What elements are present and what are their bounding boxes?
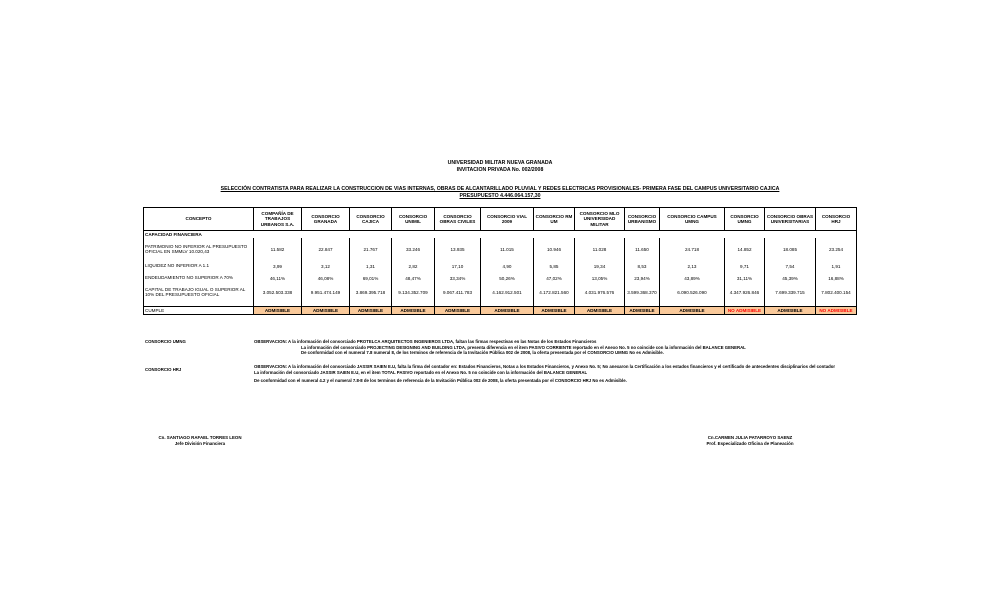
table-row	[144, 260, 857, 272]
table-cell: 21.767	[350, 238, 392, 260]
row-label: LIQUIDEZ NO INFERIOR A 1.1	[144, 260, 254, 272]
table-cell: 17,10	[435, 260, 481, 272]
table-row	[144, 272, 857, 284]
table-cell: 11.582	[254, 238, 302, 260]
table-cell: 3.599.368.370	[625, 284, 660, 300]
signature-role: Prof. Especializado Oficina de Planeación	[706, 440, 794, 446]
table-cell: 7.699.339.715	[765, 284, 816, 300]
signature-financial	[135, 435, 265, 447]
table-cell: 10.946	[534, 238, 575, 260]
table-cell: 4.162.912.501	[481, 284, 534, 300]
observation-line: OBSERVACION: A la información del consorciado PROTELCA ARQUITECTOS INGENIEROS LTDA, faltan las firmas respectivas en las Notas de los Estados Financieros	[254, 339, 597, 344]
table-row	[144, 284, 857, 300]
table-cell: 31,11%	[725, 272, 765, 284]
status-badge: ADMISIBLE	[765, 307, 816, 315]
column-header: CONSORCIO OBRAS UNIVERSITARIAS	[765, 208, 816, 231]
observation-line: De conformidad con el numeral 7.8 numeral 8, de los terminos de referencia de la Invitación Pública 002 de 2008, la oferta presentada por el CONSORCIO UMNG No es Admisible.	[301, 350, 664, 356]
table-cell: 4.347.926.846	[725, 284, 765, 300]
table-cell: 19,34	[575, 260, 625, 272]
status-badge: ADMISIBLE	[254, 307, 302, 315]
table-cell: 23.254	[816, 238, 857, 260]
status-badge: ADMISIBLE	[625, 307, 660, 315]
observation-line: OBSERVACION: A la información del consorciado JASSIR SAIEN E.U, falta la firma del contador en: Estados Financieros, Notas a los Estados Financieros, y Anexo No. 5; No anexaron la Certificación a los estados financieros y el certificado de antecedentes disciplinarios del contador	[254, 364, 836, 369]
table-cell: 16,88%	[816, 272, 857, 284]
status-badge: NO ADMISIBLE	[816, 307, 857, 315]
column-header: CONSORCIO MLO UNIVERSIDAD MILITAR	[575, 208, 625, 231]
table-cell: 4,90	[481, 260, 534, 272]
column-header: CONSORCIO HRJ	[816, 208, 857, 231]
column-header: COMPAÑÍA DE TRABAJOS URBANOS S.A.	[254, 208, 302, 231]
table-cell: 3,12	[302, 260, 350, 272]
selection-title-block	[0, 186, 1000, 199]
column-header: CONSORCIO RM UM	[534, 208, 575, 231]
status-badge: ADMISIBLE	[350, 307, 392, 315]
table-cell: 46,08%	[302, 272, 350, 284]
row-label: CAPITAL DE TRABAJO IGUAL O SUPERIOR AL 10% DEL PRESUPUESTO OFICIAL	[144, 284, 254, 300]
table-cell: 5,85	[534, 260, 575, 272]
table-cell: 2,82	[392, 260, 435, 272]
table-cell: 43,89%	[660, 272, 725, 284]
table-cell: 3.869.395.718	[350, 284, 392, 300]
concept-header: CONCEPTO	[144, 208, 254, 231]
table-cell: 7.802.400.154	[816, 284, 857, 300]
table-cell: 4.172.821.560	[534, 284, 575, 300]
table-cell: 46,11%	[254, 272, 302, 284]
table-cell: 9,71	[725, 260, 765, 272]
table-cell: 9.951.474.149	[302, 284, 350, 300]
table-row	[144, 238, 857, 260]
table-cell: 11.650	[625, 238, 660, 260]
signature-name: Cn.CARMEN JULIA PATARROYO SAENZ	[707, 435, 793, 440]
status-badge: ADMISIBLE	[534, 307, 575, 315]
table-cell: 6.090.526.090	[660, 284, 725, 300]
observation-hrj	[254, 364, 844, 384]
column-header: CONSORCIO VIAL 2009	[481, 208, 534, 231]
table-cell: 69,01%	[350, 272, 392, 284]
table-cell: 47,02%	[534, 272, 575, 284]
table-cell: 4.031.976.576	[575, 284, 625, 300]
table-cell: 8,53	[625, 260, 660, 272]
table-cell: 22.847	[302, 238, 350, 260]
document-header	[0, 160, 1000, 173]
financial-capacity-table	[143, 207, 857, 315]
observation-line: La información del consorciado PROJECTING DESIGNING AND BUILDING LTDA, presenta diferencia en el item PASIVO CORRIENTE reportado en el Anexo No. 5 no coincide con la información del BALANCE GENERAL	[301, 344, 746, 350]
status-badge: ADMISIBLE	[302, 307, 350, 315]
table-cell: 2,13	[660, 260, 725, 272]
status-badge: ADMISIBLE	[481, 307, 534, 315]
column-header: CONSORCIO CAJICA	[350, 208, 392, 231]
table-cell: 7,54	[765, 260, 816, 272]
signature-planning	[670, 435, 830, 447]
budget-line: PRESUPUESTO 4.446.064.157,30	[459, 192, 541, 199]
cumple-label: CUMPLE	[144, 307, 254, 315]
observation-name-hrj: CONSORCIO HRJ	[145, 367, 182, 372]
status-badge: ADMISIBLE	[660, 307, 725, 315]
table-cell: 33.246	[392, 238, 435, 260]
observation-name-umng: CONSORCIO UMNG	[145, 339, 186, 344]
table-cell: 48,47%	[392, 272, 435, 284]
table-cell: 9.067.411.783	[435, 284, 481, 300]
signature-role: Jefe División Financiera	[174, 440, 226, 446]
table-cell: 3.052.503.338	[254, 284, 302, 300]
status-badge: ADMISIBLE	[435, 307, 481, 315]
table-cell: 45,39%	[765, 272, 816, 284]
table-cell: 11.015	[481, 238, 534, 260]
column-header: CONSORCIO URBANISMO	[625, 208, 660, 231]
row-label: PATRIMONIO NO INFERIOR AL PRESUPUESTO OFICIAL EN SMMLV 10.020,43	[144, 238, 254, 260]
table-cell: 14.852	[725, 238, 765, 260]
row-label: ENDEUDAMIENTO NO SUPERIOR A 70%	[144, 272, 254, 284]
observation-line: La información del consorciado JASSIR SAIEN E.U, en el item TOTAL PASIVO reportado en el Anexo No. 5 no coincide con la información del BALANCE GENERAL	[254, 369, 588, 375]
table-header-row	[144, 208, 857, 231]
status-badge: ADMISIBLE	[575, 307, 625, 315]
table-cell: 24.718	[660, 238, 725, 260]
table-cell: 33,34%	[435, 272, 481, 284]
status-badge: NO ADMISIBLE	[725, 307, 765, 315]
table-cell: 1,31	[350, 260, 392, 272]
table-cell: 1,91	[816, 260, 857, 272]
signature-name: Cn. SANTIAGO RAFAEL TORRES LEON	[158, 435, 242, 440]
observation-umng	[254, 339, 844, 356]
table-cell: 13,05%	[575, 272, 625, 284]
table-cell: 11.028	[575, 238, 625, 260]
column-header: CONSORCIO UNIMIL	[392, 208, 435, 231]
table-cell: 23,94%	[625, 272, 660, 284]
cumple-row	[144, 307, 857, 315]
observation-line: De conformidad con el numeral 4.2 y el numeral 7.8-8 de los terminos de referencia de la Invitación Pública 002 de 2008, la oferta presentada por el CONSORCIO HRJ No es Admisible.	[254, 378, 627, 384]
table-cell: 18.085	[765, 238, 816, 260]
table-cell: 3,99	[254, 260, 302, 272]
section-title: CAPACIDAD FINANCIERA	[144, 231, 857, 239]
column-header: CONSORCIO CAMPUS UMNG	[660, 208, 725, 231]
column-header: CONSORCIO UMNG	[725, 208, 765, 231]
table-cell: 13.935	[435, 238, 481, 260]
column-header: CONSORCIO OBRAS CIVILES	[435, 208, 481, 231]
selection-title: SELECCIÓN CONTRATISTA PARA REALIZAR LA CONSTRUCCION DE VIAS INTERNAS, OBRAS DE ALCANTARILLADO PLUVIAL Y REDES ELECTRICAS PROVISIONALES- PRIMERA FASE DEL CAMPUS UNIVERSITARIO CAJICA	[220, 186, 780, 192]
status-badge: ADMISIBLE	[392, 307, 435, 315]
invitation-number: INVITACION PRIVADA No. 002/2008	[456, 166, 544, 173]
university-name: UNIVERSIDAD MILITAR NUEVA GRANADA	[447, 160, 553, 166]
table-cell: 50,26%	[481, 272, 534, 284]
column-header: CONSORCIO GRANADA	[302, 208, 350, 231]
table-cell: 9.134.352.709	[392, 284, 435, 300]
section-row	[144, 231, 857, 239]
